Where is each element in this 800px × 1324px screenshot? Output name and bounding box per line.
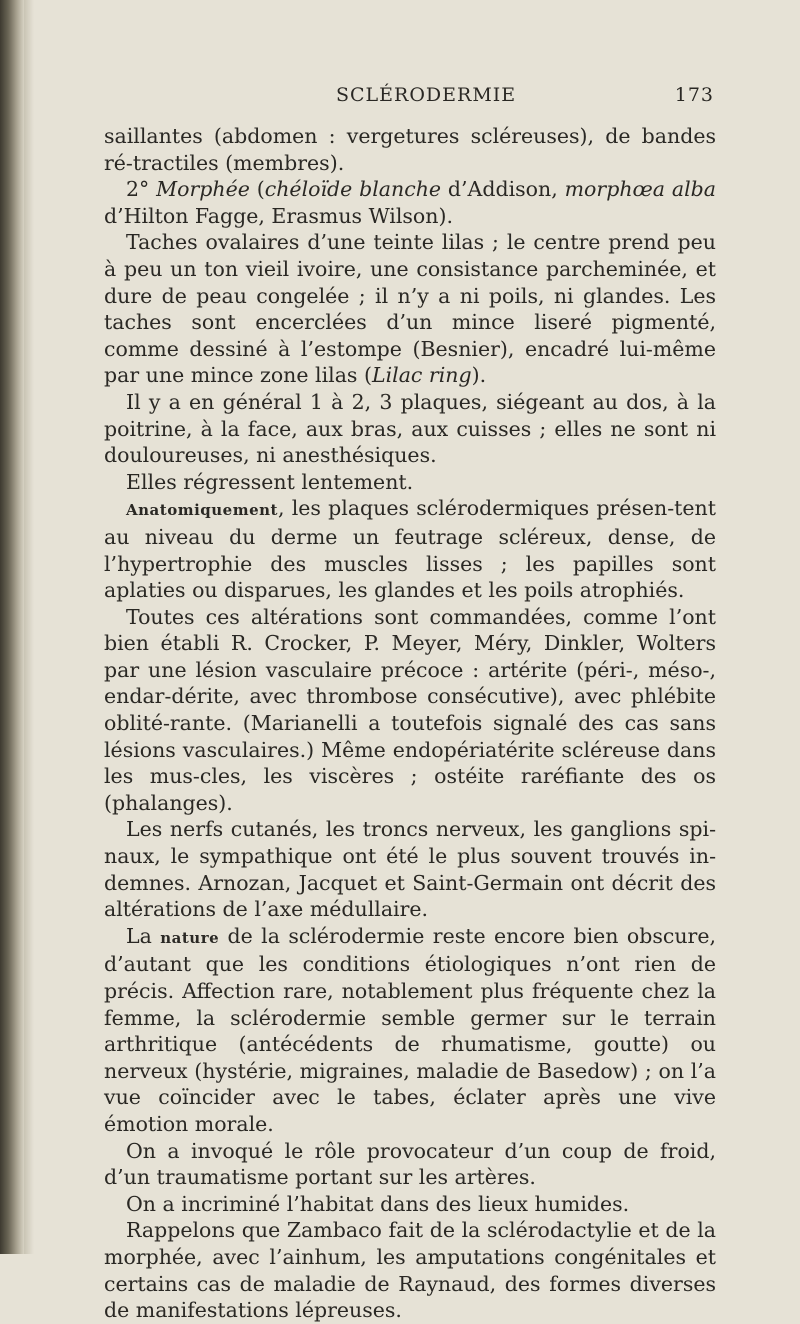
italic-term: chéloïde blanche <box>264 177 442 202</box>
bold-keyword: nature <box>160 928 220 947</box>
body-text <box>104 123 716 1324</box>
paragraph <box>104 816 716 922</box>
text-run: d’Hilton Fagge, Erasmus Wilson). <box>104 203 453 228</box>
paragraph <box>104 495 716 603</box>
text-run: Taches ovalaires d’une teinte lilas ; le centre prend peu à peu un ton vieil ivoire, une consistance parcheminée, et dure de peau congelée ; il n’y a ni poils, ni glandes. Les taches sont encerclées d’un mince liseré pigmenté, comme dessiné à l’estompe (Besnier), encadré lui-même par une mince zone lilas ( <box>104 230 716 388</box>
paragraph <box>104 389 716 469</box>
text-run: ). <box>471 363 487 388</box>
paragraph <box>104 1217 716 1323</box>
text-run: Elles régressent lentement. <box>126 469 414 494</box>
text-run: 2° <box>126 177 157 202</box>
book-spine-shadow <box>0 0 24 1254</box>
text-run: Toutes ces altérations sont commandées, comme l’ont bien établi R. Crocker, P. Meyer, Méry, Dinkler, Wolters par une lésion vasculaire précoce : artérite (péri-, méso-, endar-dérite, avec thrombose consécutive), avec phlébite oblité-rante. (Marianelli a toutefois signalé des cas sans lésions vasculaires.) Même endopériatérite scléreuse dans les mus-cles, les viscères ; ostéite raréfiante des os (phalanges). <box>104 604 716 815</box>
running-head <box>104 84 714 114</box>
text-run: On a invoqué le rôle provocateur d’un coup de froid, d’un traumatisme portant sur les artères. <box>104 1138 716 1190</box>
italic-term: Morphée <box>156 177 250 202</box>
italic-term: morphœa alba <box>564 177 716 202</box>
text-run: saillantes (abdomen : vergetures scléreuses), de bandes ré-tractiles (membres). <box>104 124 716 175</box>
italic-term: Lilac ring <box>371 363 472 388</box>
text-run: On a incriminé l’habitat dans des lieux humides. <box>126 1191 630 1216</box>
gutter-edge <box>24 0 34 1254</box>
text-run: d’Addison, <box>441 177 565 202</box>
paragraph <box>104 176 716 229</box>
paragraph <box>104 469 716 496</box>
paragraph <box>104 923 716 1138</box>
text-run: La <box>126 923 161 948</box>
text-run: Les nerfs cutanés, les troncs nerveux, les ganglions spi-naux, le sympathique ont été le plus souvent trouvés in-demnes. Arnozan, Jacquet et Saint-Germain ont décrit des altérations de l’axe médullaire. <box>104 817 716 922</box>
paragraph <box>104 1191 716 1218</box>
running-title: SCLÉRODERMIE <box>336 84 517 106</box>
text-run: ( <box>249 177 265 202</box>
text-run: Il y a en général 1 à 2, 3 plaques, siégeant au dos, à la poitrine, à la face, aux bras, aux cuisses ; elles ne sont ni douloureuses, ni anesthésiques. <box>104 389 716 468</box>
text-run: , les plaques sclérodermiques présen-tent au niveau du derme un feutrage scléreux, dense, de l’hypertrophie des muscles lisses ; les papilles sont aplaties ou disparues, les glandes et les poils atrophiés. <box>104 496 716 603</box>
paragraph <box>104 1138 716 1191</box>
paragraph <box>104 229 716 389</box>
paragraph <box>104 604 716 817</box>
page-number: 173 <box>674 84 714 106</box>
paragraph <box>104 123 716 176</box>
text-run: Rappelons que Zambaco fait de la sclérodactylie et de la morphée, avec l’ainhum, les amputations congénitales et certains cas de maladie de Raynaud, des formes diverses de manifestations lépreuses. <box>104 1218 716 1323</box>
bold-keyword: Anatomiquement <box>126 501 278 520</box>
text-run: de la sclérodermie reste encore bien obscure, d’autant que les conditions étiologiques n’ont rien de précis. Affection rare, notablement plus fréquente chez la femme, la sclérodermie semble germer sur le terrain arthritique (antécédents de rhumatisme, goutte) ou nerveux (hystérie, migraines, maladie de Basedow) ; on l’a vue coïncider avec le tabes, éclater après une vive émotion morale. <box>104 923 716 1136</box>
